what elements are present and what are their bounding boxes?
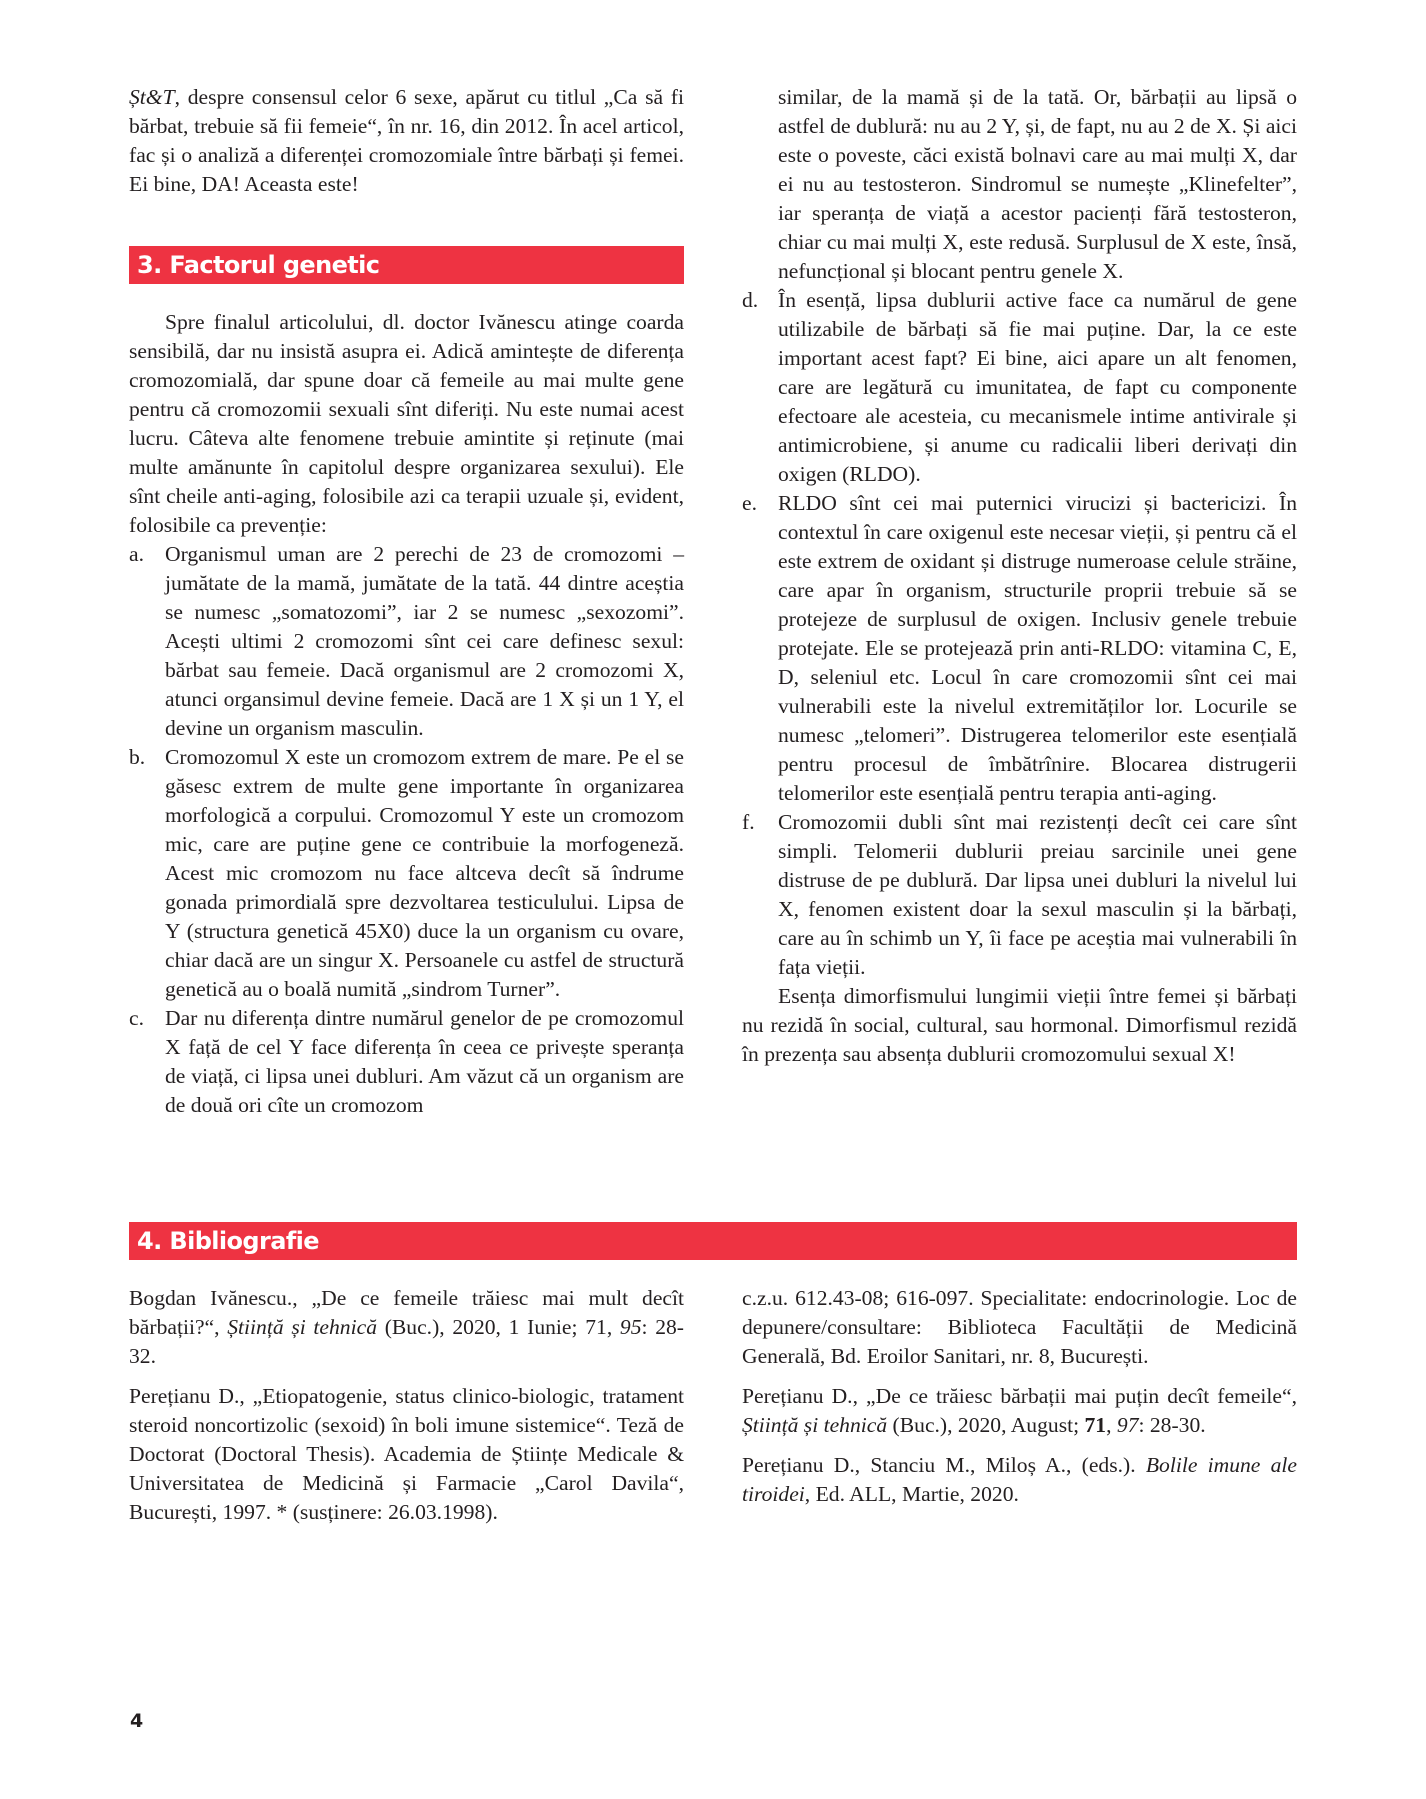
conclusion-paragraph: Esența dimorfismului lungimii vieții între femei și bărbați nu rezidă în social, cultural, sau hormonal. Dimorfismul rezidă în prezența sau absența dublurii cromozomului sexual X! bbox=[742, 984, 1297, 1066]
section-3-title: 3. Factorul genetic bbox=[137, 251, 380, 279]
list-item-text: Cromozomul X este un cromozom extrem de mare. Pe el se găsesc extrem de multe gene importante în organizarea morfologică a corpului. Cromozomul Y este un cromozom mic, care are puține gene ce contribuie la morfogeneză. Acest mic cromozom nu face altceva decît să îndrume gonada primordială spre dezvoltarea testiculului. Lipsa de Y (structura genetică 45X0) duce la un organism cu ovare, chiar dacă are un singur X. Persoanele cu astfel de structură genetică au o boală numită „sindrom Turner”. bbox=[165, 745, 684, 1001]
bib-text: Perețianu D., „De ce trăiesc bărbații mai puțin decît femeile“, bbox=[742, 1384, 1297, 1408]
bib-text: , bbox=[1106, 1413, 1117, 1437]
column-right bbox=[742, 83, 1297, 1069]
bib-text: Perețianu D., Stanciu M., Miloș A., (eds.). bbox=[742, 1453, 1146, 1477]
section-3-heading bbox=[129, 246, 684, 284]
list-item-a bbox=[129, 540, 684, 743]
bib-entry-continuation: c.z.u. 612.43-08; 616-097. Specialitate: endocrinologie. Loc de depunere/consultare: Biblioteca Facultății de Medicină Generală, Bd. Eroilor Sanitari, nr. 8, București. bbox=[742, 1286, 1297, 1368]
bib-issue: 97 bbox=[1116, 1413, 1139, 1437]
bib-book-title: Bolile imune ale tiroidei bbox=[742, 1453, 1297, 1506]
list-letter: a. bbox=[129, 542, 144, 566]
list-right bbox=[742, 286, 1297, 982]
intro-paragraph bbox=[129, 83, 684, 199]
list-item-d bbox=[742, 286, 1297, 489]
bib-journal: Știință și tehnică bbox=[742, 1413, 888, 1437]
list-letter: d. bbox=[742, 288, 759, 312]
list-left bbox=[129, 540, 684, 1120]
column-left bbox=[129, 83, 684, 199]
bib-entry: Perețianu D., „Etiopatogenie, status clinico-biologic, tratament steroid noncortizolic (sexoid) în boli imune sistemice“. Teză de Doctorat (Doctoral Thesis). Academia de Științe Medicale & Universitatea de Medicină și Farmacie „Carol Davila“, București, 1997. * (susținere: 26.03.1998). bbox=[129, 1384, 684, 1524]
section-4-title: 4. Bibliografie bbox=[137, 1227, 319, 1255]
bib-text: Bogdan Ivănescu., „De ce femeile trăiesc mai mult decît bărbații?“, bbox=[129, 1286, 684, 1339]
bib-journal: Știință și tehnică bbox=[227, 1315, 377, 1339]
list-letter: e. bbox=[742, 491, 757, 515]
list-letter: f. bbox=[742, 810, 755, 834]
column-left-body bbox=[129, 308, 684, 1120]
page-number: 4 bbox=[130, 1710, 144, 1732]
intro-italic: Șt&T bbox=[129, 85, 175, 109]
bib-volume: 71 bbox=[1084, 1413, 1107, 1437]
list-item-text: Cromozomii dubli sînt mai rezistenți decît cei care sînt simpli. Telomerii dublurii preiau sarcinile unei gene distruse de pe dublură. Dar lipsa unei dubluri la nivelul lui X, fenomen existent doar la sexul masculin și la bărbați, care au în schimb un Y, îi face pe aceștia mai vulnerabili în fața vieții. bbox=[778, 810, 1297, 979]
list-item-e bbox=[742, 489, 1297, 808]
bib-text: (Buc.), 2020, 1 Iunie; 71, bbox=[377, 1315, 620, 1339]
list-item-text: Organismul uman are 2 perechi de 23 de cromozomi – jumătate de la mamă, jumătate de la tată. 44 dintre aceștia se numesc „somatozomi”, iar 2 se numesc „sexozomi”. Acești ultimi 2 cromozomi sînt cei care definesc sexul: bărbat sau femeie. Dacă organismul are 2 cromozomi X, atunci organsimul devine femeie. Dacă are 1 X și un 1 Y, el devine un organism masculin. bbox=[165, 542, 684, 740]
section-4-heading bbox=[129, 1222, 1297, 1260]
list-item-text: În esență, lipsa dublurii active face ca numărul de gene utilizabile de bărbați să fie mai puține. Dar, la ce este important acest fapt? Ei bine, aici apare un alt fenomen, care are legătură cu imunitatea, de fapt cu componente efectoare ale acesteia, cu mecanismele intime antivirale și antimicrobiene, și anume cu radicalii liberi derivați din oxigen (RLDO). bbox=[778, 288, 1297, 486]
bib-entry bbox=[742, 1382, 1297, 1440]
bibliography-right bbox=[742, 1284, 1297, 1520]
list-item-c bbox=[129, 1004, 684, 1120]
bib-text: , Ed. ALL, Martie, 2020. bbox=[804, 1482, 1019, 1506]
bib-entry bbox=[129, 1284, 684, 1371]
list-item-b bbox=[129, 743, 684, 1004]
section-3-paragraph: Spre finalul articolului, dl. doctor Ivănescu atinge coarda sensibilă, dar nu insistă asupra ei. Adică amintește de diferența cromozomială, dar spune doar că femeile au mai multe gene pentru că cromozomii sexuali sînt diferiți. Nu este numai acest lucru. Câteva alte fenomene trebuie amintite și reținute (mai multe amănunte în capitolul despre organizarea sexului). Ele sînt cheile anti-aging, folosibile azi ca terapii uzuale și, evident, folosibile ca prevenție: bbox=[129, 310, 684, 537]
list-item-f bbox=[742, 808, 1297, 982]
list-letter: c. bbox=[129, 1006, 144, 1030]
bibliography-left bbox=[129, 1284, 684, 1538]
bib-issue: 95 bbox=[619, 1315, 642, 1339]
bib-text: : 28-32. bbox=[129, 1315, 685, 1368]
bib-text: (Buc.), 2020, August; bbox=[887, 1413, 1085, 1437]
bib-entry bbox=[742, 1451, 1297, 1509]
continuation-paragraph: similar, de la mamă și de la tată. Or, bărbații au lipsă o astfel de dublură: nu au 2 Y, și, de fapt, nu au 2 de X. Și aici este o poveste, căci există bolnavi care au mai mulți X, dar ei nu au testosteron. Sindromul se numește „Klinefelter”, iar speranța de viață a acestor pacienți fără testosteron, chiar cu mai mulți X, este redusă. Surplusul de X este, însă, nefuncțional și blocant pentru genele X. bbox=[778, 85, 1297, 283]
list-item-text: Dar nu diferența dintre numărul genelor de pe cromozomul X față de cel Y face diferența în ceea ce privește speranța de viață, ci lipsa unei dubluri. Am văzut că un organism are de două ori cîte un cromozom bbox=[165, 1006, 684, 1117]
list-letter: b. bbox=[129, 745, 146, 769]
list-item-text: RLDO sînt cei mai puternici virucizi și bactericizi. În contextul în care oxigenul este necesar vieții, și pentru că el este extrem de oxidant și distruge numeroase celule străine, care apar în organism, structurile proprii trebuie să se protejeze de surplusul de oxigen. Inclusiv genele trebuie protejate. Ele se protejează prin anti-RLDO: vitamina C, E, D, seleniul etc. Locul în care cromozomii sînt cei mai vulnerabili este la nivelul extremităților lor. Locurile se numesc „telomeri”. Distrugerea telomerilor este esențială pentru procesul de îmbătrînire. Blocarea distrugerii telomerilor este esențială pentru terapia anti-aging. bbox=[778, 491, 1297, 805]
bib-text: : 28-30. bbox=[1138, 1413, 1206, 1437]
intro-text: , despre consensul celor 6 sexe, apărut cu titlul „Ca să fi bărbat, trebuie să fii femeie“, în nr. 16, din 2012. În acel articol, fac și o analiză a diferenței cromozomiale între bărbați și femei. Ei bine, DA! Aceasta este! bbox=[129, 85, 684, 196]
